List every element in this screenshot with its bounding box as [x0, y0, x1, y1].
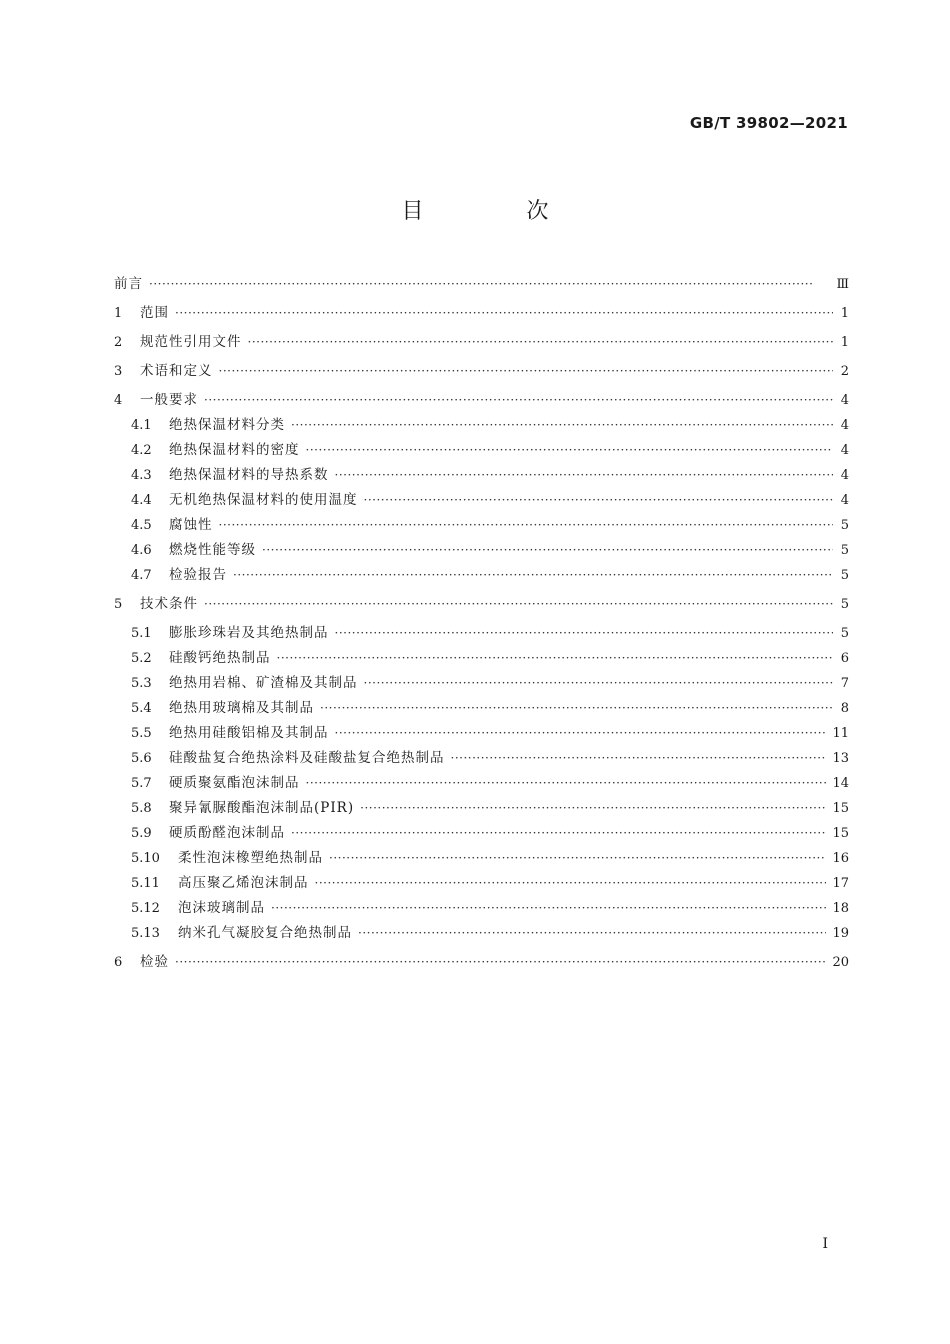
toc-entry[interactable]	[114, 301, 849, 326]
toc-subentry[interactable]	[114, 796, 849, 821]
toc-entry-number: 5.12	[131, 901, 160, 916]
toc-entry-text: 无机绝热保温材料的使用温度	[169, 492, 358, 508]
toc-entry-text: 绝热保温材料分类	[169, 417, 285, 433]
toc-entry-page: 5	[840, 568, 849, 583]
toc-entry-number: 4.6	[131, 543, 152, 558]
toc-entry-number: 2	[114, 335, 123, 350]
toc-entry-text: 术语和定义	[140, 363, 213, 379]
toc-leader-dots	[315, 871, 827, 896]
standard-code: GB/T 39802—2021	[689, 114, 848, 132]
toc-leader-dots	[335, 721, 827, 746]
toc-entry-text: 泡沫玻璃制品	[178, 900, 265, 916]
toc-subentry[interactable]	[114, 413, 849, 438]
toc-entry-page: 15	[832, 826, 849, 841]
toc-leader-dots	[271, 896, 826, 921]
toc-entry-text: 检验报告	[169, 567, 227, 583]
toc-subentry[interactable]	[114, 871, 849, 896]
toc-entry-text: 硅酸盐复合绝热涂料及硅酸盐复合绝热制品	[169, 750, 445, 766]
toc-leader-dots	[360, 796, 826, 821]
toc-entry-number: 5.2	[131, 651, 152, 666]
toc-entry[interactable]	[114, 330, 849, 355]
toc-entry-text: 高压聚乙烯泡沫制品	[178, 875, 309, 891]
toc-entry-text: 绝热用玻璃棉及其制品	[169, 700, 314, 716]
toc-entry-number: 5.7	[131, 776, 152, 791]
toc-entry-page: Ⅲ	[836, 277, 849, 292]
toc-leader-dots	[175, 301, 833, 326]
toc-entry-number: 4.4	[131, 493, 152, 508]
toc-entry-text: 纳米孔气凝胶复合绝热制品	[178, 925, 352, 941]
toc-entry-text: 范围	[140, 305, 169, 321]
toc-entry-page: 4	[840, 468, 849, 483]
toc-entry-number: 5.6	[131, 751, 152, 766]
toc-entry-page: 4	[840, 443, 849, 458]
toc-leader-dots	[291, 821, 826, 846]
table-of-contents	[114, 272, 849, 975]
toc-entry-page: 16	[832, 851, 849, 866]
toc-entry-number: 4.5	[131, 518, 152, 533]
toc-entry-text: 腐蚀性	[169, 517, 213, 533]
toc-leader-dots	[149, 272, 830, 297]
toc-entry-text: 硅酸钙绝热制品	[169, 650, 271, 666]
toc-leader-dots	[219, 513, 834, 538]
toc-subentry[interactable]	[114, 771, 849, 796]
toc-subentry[interactable]	[114, 488, 849, 513]
toc-subentry[interactable]	[114, 846, 849, 871]
toc-leader-dots	[204, 388, 833, 413]
toc-entry-page: 1	[840, 306, 849, 321]
toc-subentry[interactable]	[114, 513, 849, 538]
toc-leader-dots	[291, 413, 833, 438]
toc-subentry[interactable]	[114, 646, 849, 671]
toc-entry[interactable]	[114, 359, 849, 384]
toc-entry-text: 绝热保温材料的密度	[169, 442, 300, 458]
toc-subentry[interactable]	[114, 538, 849, 563]
toc-entry-number: 5.3	[131, 676, 152, 691]
toc-entry-number: 3	[114, 364, 123, 379]
toc-entry-page: 5	[840, 543, 849, 558]
toc-entry-number: 5.9	[131, 826, 152, 841]
toc-entry-page: 8	[840, 701, 849, 716]
toc-entry-page: 5	[840, 597, 849, 612]
toc-entry-number: 5.1	[131, 626, 152, 641]
toc-subentry[interactable]	[114, 621, 849, 646]
toc-entry-number: 5.10	[131, 851, 160, 866]
toc-entry-number: 5.13	[131, 926, 160, 941]
toc-leader-dots	[277, 646, 834, 671]
toc-subentry[interactable]	[114, 921, 849, 946]
toc-entry-text: 绝热用硅酸铝棉及其制品	[169, 725, 329, 741]
toc-leader-dots	[306, 438, 834, 463]
toc-entry-text: 一般要求	[140, 392, 198, 408]
toc-entry-number: 4.2	[131, 443, 152, 458]
toc-entry-page: 4	[840, 493, 849, 508]
toc-subentry[interactable]	[114, 671, 849, 696]
toc-leader-dots	[204, 592, 833, 617]
toc-entry-text: 硬质聚氨酯泡沫制品	[169, 775, 300, 791]
toc-entry-page: 11	[832, 726, 849, 741]
toc-leader-dots	[329, 846, 826, 871]
toc-entry-number: 4.1	[131, 418, 152, 433]
toc-entry-number: 5.8	[131, 801, 152, 816]
toc-entry-page: 4	[840, 393, 849, 408]
toc-entry-number: 4.3	[131, 468, 152, 483]
toc-entry-page: 6	[840, 651, 849, 666]
toc-entry-number: 4.7	[131, 568, 152, 583]
toc-entry-number: 1	[114, 306, 123, 321]
toc-leader-dots	[451, 746, 827, 771]
toc-entry-text: 硬质酚醛泡沫制品	[169, 825, 285, 841]
toc-entry-text: 膨胀珍珠岩及其绝热制品	[169, 625, 329, 641]
toc-leader-dots	[233, 563, 833, 588]
toc-leader-dots	[248, 330, 834, 355]
toc-subentry[interactable]	[114, 463, 849, 488]
toc-entry-page: 7	[840, 676, 849, 691]
toc-entry-number: 5.5	[131, 726, 152, 741]
toc-entry-page: 13	[832, 751, 849, 766]
toc-subentry[interactable]	[114, 721, 849, 746]
toc-leader-dots	[219, 359, 834, 384]
toc-leader-dots	[364, 488, 834, 513]
page-number: Ⅰ	[822, 1236, 828, 1252]
toc-subentry[interactable]	[114, 821, 849, 846]
toc-entry-number: 4	[114, 393, 123, 408]
toc-entry[interactable]	[114, 950, 849, 975]
toc-entry-page: 5	[840, 518, 849, 533]
toc-entry[interactable]	[114, 592, 849, 617]
toc-entry-page: 18	[832, 901, 849, 916]
toc-entry-page: 19	[832, 926, 849, 941]
toc-entry-text: 规范性引用文件	[140, 334, 242, 350]
toc-leader-dots	[320, 696, 833, 721]
toc-entry-page: 4	[840, 418, 849, 433]
toc-entry-page: 5	[840, 626, 849, 641]
toc-entry-page: 20	[832, 955, 849, 970]
toc-entry-text: 聚异氰脲酸酯泡沫制品(PIR)	[169, 800, 355, 816]
toc-leader-dots	[364, 671, 834, 696]
toc-entry-text: 绝热用岩棉、矿渣棉及其制品	[169, 675, 358, 691]
toc-subentry[interactable]	[114, 563, 849, 588]
toc-entry-page: 1	[840, 335, 849, 350]
toc-leader-dots	[175, 950, 826, 975]
toc-leader-dots	[358, 921, 826, 946]
toc-entry-text: 检验	[140, 954, 169, 970]
toc-leader-dots	[335, 621, 834, 646]
toc-leader-dots	[262, 538, 833, 563]
toc-entry-text: 燃烧性能等级	[169, 542, 256, 558]
toc-entry-number: 5.4	[131, 701, 152, 716]
toc-entry[interactable]	[114, 388, 849, 413]
toc-entry-text: 前言	[114, 276, 143, 292]
toc-entry-page: 15	[832, 801, 849, 816]
toc-entry-text: 柔性泡沫橡塑绝热制品	[178, 850, 323, 866]
toc-leader-dots	[335, 463, 834, 488]
toc-entry-foreword[interactable]	[114, 272, 849, 297]
toc-subentry[interactable]	[114, 696, 849, 721]
toc-subentry[interactable]	[114, 746, 849, 771]
toc-subentry[interactable]	[114, 438, 849, 463]
toc-entry-text: 绝热保温材料的导热系数	[169, 467, 329, 483]
toc-entry-text: 技术条件	[140, 596, 198, 612]
toc-entry-page: 14	[832, 776, 849, 791]
page-title: 目 次	[401, 199, 597, 224]
toc-subentry[interactable]	[114, 896, 849, 921]
toc-entry-page: 17	[832, 876, 849, 891]
toc-entry-number: 6	[114, 955, 123, 970]
toc-entry-page: 2	[840, 364, 849, 379]
toc-leader-dots	[306, 771, 827, 796]
toc-entry-number: 5	[114, 597, 123, 612]
toc-entry-number: 5.11	[131, 876, 160, 891]
